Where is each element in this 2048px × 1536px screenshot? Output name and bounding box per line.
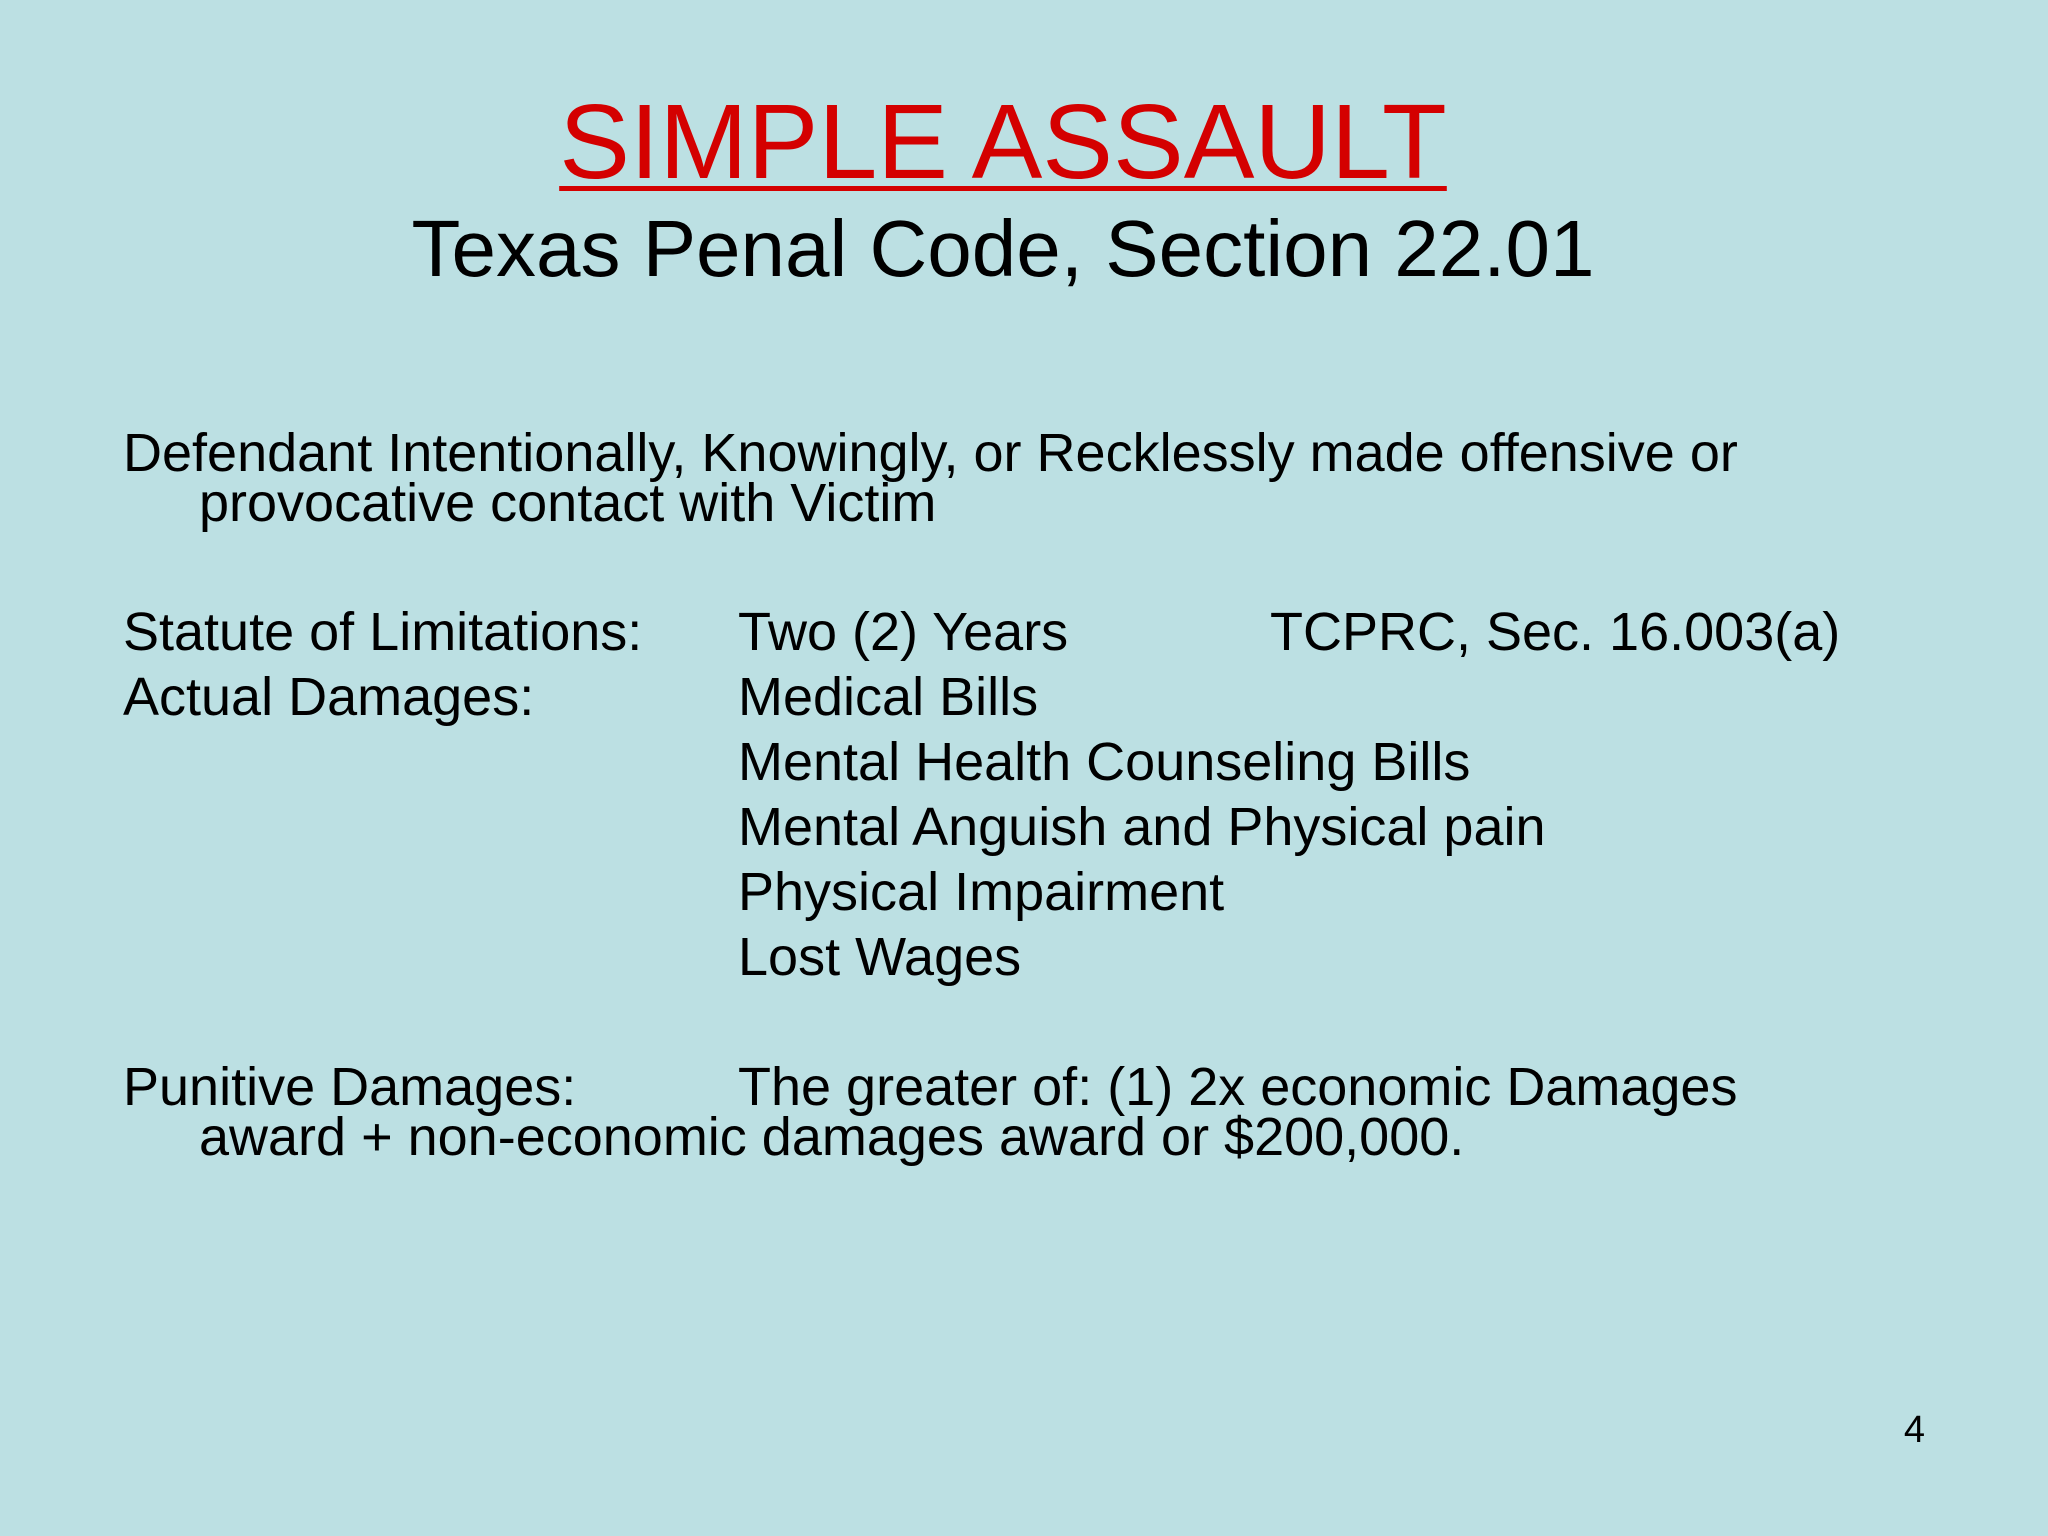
punitive-damages-continuation	[123, 1107, 1923, 1167]
definition-line-1: Defendant Intentionally, Knowingly, or Recklessly made offensive or	[123, 423, 1738, 483]
definition-paragraph	[123, 423, 1923, 533]
statute-value: Two (2) Years	[738, 602, 1069, 662]
punitive-damages-value-line-1: The greater of: (1) 2x economic Damages	[738, 1057, 1738, 1117]
damage-item: Mental Health Counseling Bills	[738, 732, 1471, 792]
statute-label: Statute of Limitations:	[123, 602, 643, 662]
statute-reference: TCPRC, Sec. 16.003(a)	[1270, 602, 1841, 662]
slide-subtitle: Texas Penal Code, Section 22.01	[411, 204, 1595, 293]
damage-item: Lost Wages	[738, 927, 1022, 987]
damage-item: Physical Impairment	[738, 862, 1225, 922]
actual-damages-label: Actual Damages:	[123, 667, 535, 727]
punitive-damages-label: Punitive Damages:	[123, 1057, 577, 1117]
definition-line-2: provocative contact with Victim	[199, 473, 937, 533]
damage-item: Mental Anguish and Physical pain	[738, 797, 1546, 857]
slide-title: SIMPLE ASSAULT	[559, 83, 1447, 201]
damage-item: Medical Bills	[738, 667, 1039, 727]
statute-row	[123, 602, 1923, 666]
page-number: 4	[1903, 1409, 1925, 1451]
punitive-damages-value-line-2: award + non-economic damages award or $200,000.	[199, 1107, 1465, 1167]
